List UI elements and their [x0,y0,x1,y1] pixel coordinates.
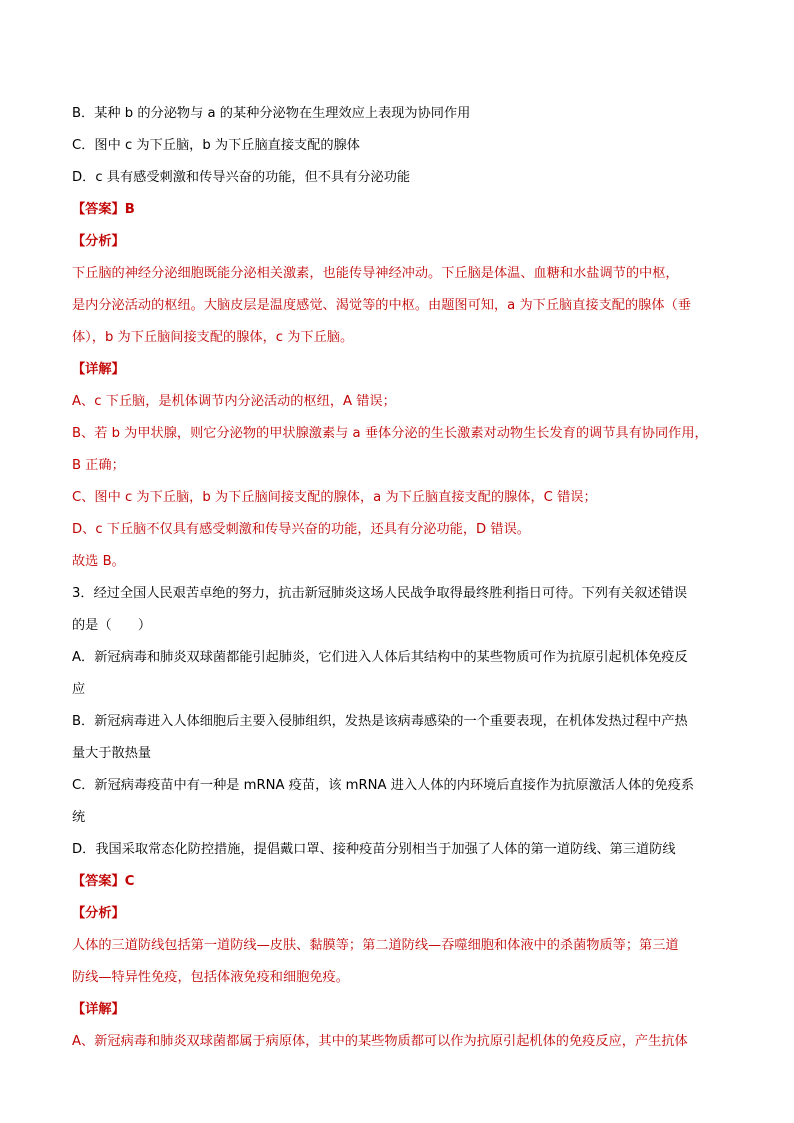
q2-detail-line: A、c 下丘脑，是机体调节内分泌活动的枢纽，A 错误； [72,394,396,409]
q3-option-c-cont: 统 [72,810,86,825]
q2-analysis-line: 体），b 为下丘脑间接支配的腺体，c 为下丘脑。 [72,330,354,345]
q2-answer: 【答案】B [72,202,135,217]
q2-detail-line: 故选 B。 [72,554,125,569]
q2-detail-heading: 【详解】 [72,362,125,377]
q3-option-c: C．新冠病毒疫苗中有一种是 mRNA 疫苗，该 mRNA 进入人体的内环境后直接作为抗原激活人体的免疫系 [72,778,695,793]
q3-answer: 【答案】C [72,874,135,889]
q2-option-b: B．某种 b 的分泌物与 a 的某种分泌物在生理效应上表现为协同作用 [72,106,471,121]
q3-option-b-cont: 量大于散热量 [72,746,152,761]
q3-stem-line: 的是（ ） [72,618,152,633]
q3-option-a-cont: 应 [72,682,86,697]
q3-detail-heading: 【详解】 [72,1002,125,1017]
document-page [72,98,724,1058]
q2-detail-line: B、若 b 为甲状腺，则它分泌物的甲状腺激素与 a 垂体分泌的生长激素对动物生长发育的调节具有协同作用， [72,426,708,441]
q2-detail-line: C、图中 c 为下丘脑，b 为下丘脑间接支配的腺体，a 为下丘脑直接支配的腺体，C 错误； [72,490,597,505]
q2-analysis-line: 下丘脑的神经分泌细胞既能分泌相关激素，也能传导神经冲动。下丘脑是体温、血糖和水盐调节的中枢， [72,266,679,281]
q2-option-d: D．c 具有感受刺激和传导兴奋的功能，但不具有分泌功能 [72,170,411,185]
q3-analysis-line: 人体的三道防线包括第一道防线—皮肤、黏膜等；第二道防线—吞噬细胞和体液中的杀菌物质等；第三道 [72,938,679,953]
q2-detail-line: D、c 下丘脑不仅具有感受刺激和传导兴奋的功能，还具有分泌功能，D 错误。 [72,522,530,537]
q3-detail-line: A、新冠病毒和肺炎双球菌都属于病原体，其中的某些物质都可以作为抗原引起机体的免疫反应，产生抗体 [72,1034,688,1049]
q3-analysis-heading: 【分析】 [72,906,125,921]
q2-analysis-line: 是内分泌活动的枢纽。大脑皮层是温度感觉、渴觉等的中枢。由题图可知，a 为下丘脑直接支配的腺体（垂 [72,298,691,313]
q3-option-d: D．我国采取常态化防控措施，提倡戴口罩、接种疫苗分别相当于加强了人体的第一道防线、第三道防线 [72,842,676,857]
q3-stem-line: 3．经过全国人民艰苦卓绝的努力，抗击新冠肺炎这场人民战争取得最终胜利指日可待。下列有关叙述错误 [72,586,688,601]
q3-option-b: B．新冠病毒进入人体细胞后主要入侵肺组织，发热是该病毒感染的一个重要表现，在机体发热过程中产热 [72,714,688,729]
q3-analysis-line: 防线—特异性免疫，包括体液免疫和细胞免疫。 [72,970,349,985]
q3-option-a: A．新冠病毒和肺炎双球菌都能引起肺炎，它们进入人体后其结构中的某些物质可作为抗原引起机体免疫反 [72,650,688,665]
q2-option-c: C．图中 c 为下丘脑，b 为下丘脑直接支配的腺体 [72,138,360,153]
q2-detail-line: B 正确； [72,458,125,473]
q2-analysis-heading: 【分析】 [72,234,125,249]
